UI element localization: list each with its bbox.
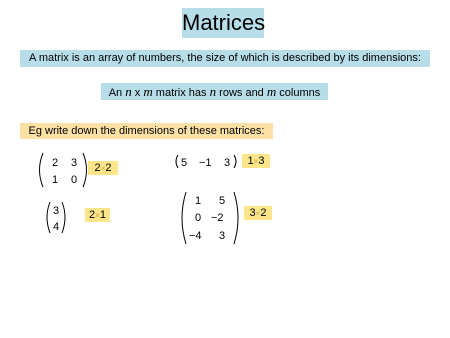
matrix-cell: 3 bbox=[224, 157, 231, 169]
rows-columns-prefix: An bbox=[108, 87, 126, 99]
matrix-cell: −1 bbox=[199, 157, 212, 169]
answer-cols: 3 bbox=[258, 155, 265, 167]
matrix-cell: 5 bbox=[181, 157, 188, 169]
answer-rows: 2 bbox=[94, 162, 101, 174]
slide-title: Matrices bbox=[182, 8, 264, 38]
matrix-cell: 5 bbox=[219, 195, 226, 207]
right-paren bbox=[234, 192, 238, 244]
right-paren bbox=[83, 153, 87, 187]
matrix-cell: 3 bbox=[219, 230, 226, 242]
matrix-cell: 3 bbox=[53, 205, 60, 217]
matrix-cell: 4 bbox=[53, 221, 60, 233]
right-paren bbox=[234, 155, 236, 168]
left-paren bbox=[47, 202, 50, 233]
matrix-cell: −4 bbox=[189, 230, 202, 242]
matrix-2x1 bbox=[42, 200, 68, 236]
var-m: m bbox=[143, 84, 153, 99]
matrix-cell: 2 bbox=[52, 157, 59, 169]
answer-rows: 2 bbox=[89, 209, 96, 221]
times-sign: × bbox=[253, 157, 259, 166]
times-sign: × bbox=[95, 211, 100, 220]
answer-rows: 3 bbox=[249, 207, 256, 219]
answer-badge bbox=[244, 206, 272, 220]
var-n-2: n bbox=[209, 84, 217, 99]
times-sign: × bbox=[255, 209, 261, 218]
matrix-cell: 3 bbox=[71, 157, 78, 169]
matrix-cell: 0 bbox=[71, 174, 78, 186]
answer-cols: 2 bbox=[260, 207, 267, 219]
answer-cols: 2 bbox=[105, 162, 112, 174]
matrix-has-text: matrix has bbox=[152, 87, 210, 99]
left-paren bbox=[182, 192, 186, 244]
matrix-cell: 0 bbox=[195, 212, 202, 224]
answer-rows: 1 bbox=[247, 155, 254, 167]
columns-text: columns bbox=[276, 87, 321, 99]
matrix-3x2 bbox=[178, 190, 242, 246]
rows-and-text: rows and bbox=[216, 87, 267, 99]
example-prompt-banner: Eg write down the dimensions of these matrices: bbox=[20, 123, 273, 139]
matrix-cell: 1 bbox=[195, 195, 202, 207]
left-paren bbox=[40, 153, 44, 187]
right-paren bbox=[62, 202, 65, 233]
var-m-2: m bbox=[266, 84, 277, 99]
answer-badge bbox=[242, 154, 270, 168]
answer-badge bbox=[85, 208, 110, 222]
times-word: x bbox=[131, 87, 144, 99]
matrix-1x3 bbox=[172, 152, 240, 172]
definition-banner: A matrix is an array of numbers, the size of which is described by its dimensions: bbox=[20, 50, 430, 67]
answer-cols: 1 bbox=[99, 209, 106, 221]
matrix-cell: −2 bbox=[211, 212, 224, 224]
matrix-2x2 bbox=[34, 150, 94, 192]
times-sign: × bbox=[100, 164, 106, 173]
var-n: n bbox=[125, 84, 132, 99]
matrix-cell: 1 bbox=[52, 174, 59, 186]
rows-columns-banner bbox=[101, 83, 328, 100]
answer-badge bbox=[88, 161, 118, 175]
left-paren bbox=[176, 155, 178, 168]
